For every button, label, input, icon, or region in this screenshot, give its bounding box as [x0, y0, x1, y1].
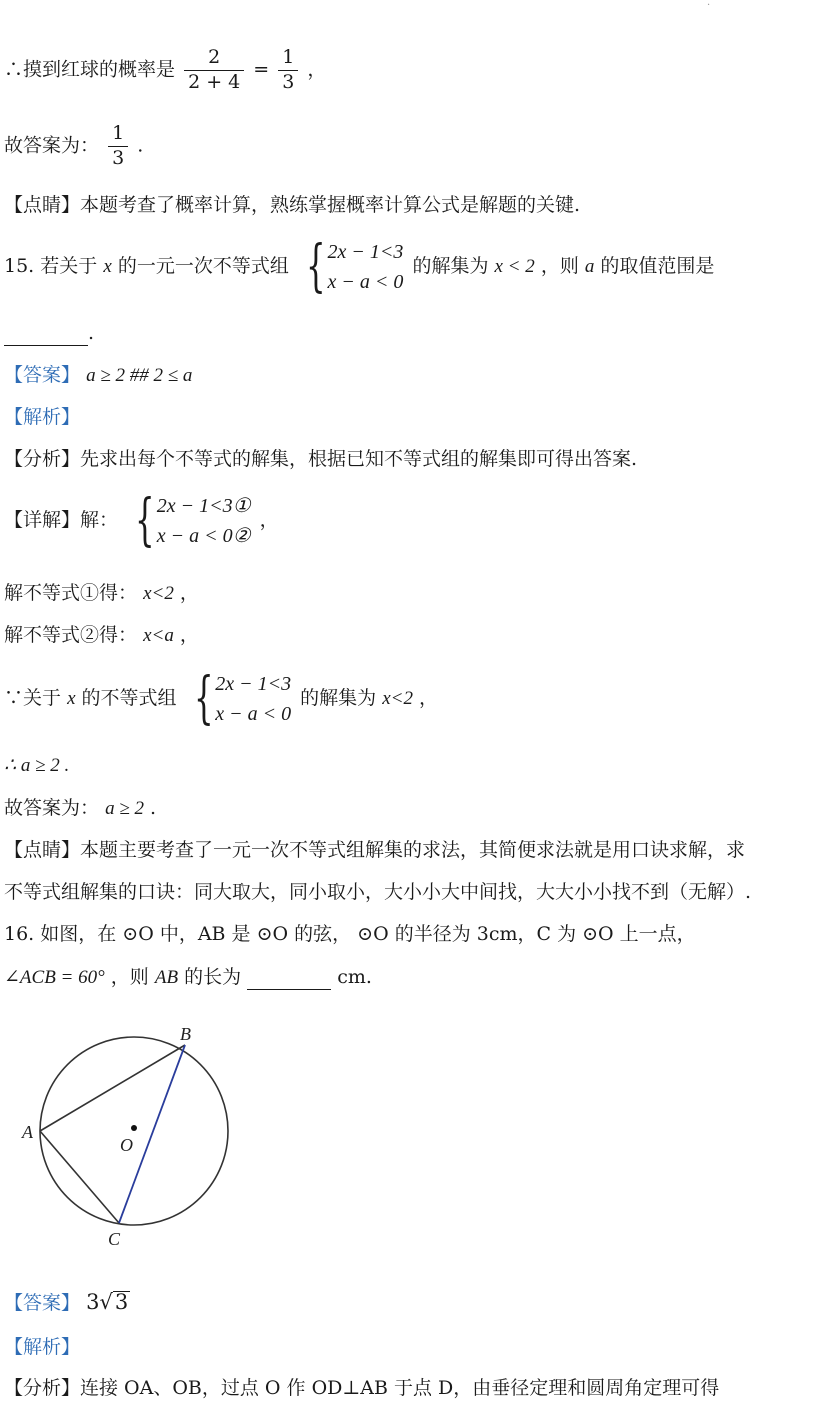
q15-xj-row2: x − a < 0②: [156, 525, 251, 547]
q14-dianjing: 【点睛】本题考查了概率计算，熟练掌握概率计算公式是解题的关键.: [4, 194, 581, 216]
q15-step1-end: ，: [179, 582, 199, 604]
q15-dianjing-1: 【点睛】本题主要考查了一元一次不等式组解集的求法，其简便求法就是用口诀求解，求: [4, 839, 746, 861]
q16-line2-b: 的长为: [184, 966, 242, 988]
q15-xiangjie-system: [127, 490, 250, 552]
q15-stem-d: ，则: [540, 255, 579, 277]
q15-stem: [4, 236, 714, 298]
q14-ans-num: 1: [108, 122, 128, 147]
q15-stem-c: 的解集为: [412, 255, 489, 277]
q15-step2: [4, 624, 199, 648]
q14-prob-prefix: ∴摸到红球的概率是: [4, 58, 176, 81]
q15-because-c: 的解集为: [300, 687, 377, 709]
q16-sqrt-sign: √: [99, 1290, 113, 1314]
q15-because: [4, 668, 438, 730]
q16-segment-bc: [119, 1045, 185, 1223]
q15-step2-prefix: 解不等式②得：: [4, 624, 138, 646]
q16-stem-line1: 16. 如图，在 ⊙O 中，AB 是 ⊙O 的弦， ⊙O 的半径为 3cm，C 为 ⊙O 上一点，: [4, 923, 696, 945]
q14-line-end: ，: [307, 58, 327, 81]
q15-xj-brace: {: [135, 488, 155, 553]
q15-answer-value: a ≥ 2 ## 2 ≤ a: [86, 365, 193, 386]
q14-probability-line: [4, 46, 326, 95]
q15-because-x: x: [67, 688, 76, 709]
q16-ab: AB: [154, 967, 179, 988]
q14-answer-fraction: [108, 122, 128, 171]
q15-xiangjie: [4, 490, 279, 552]
q14-frac2-den: 3: [282, 70, 295, 93]
q16-label-a: A: [22, 1122, 33, 1142]
q15-therefore: ∴ a ≥ 2 .: [4, 755, 70, 776]
q15-stem-e: 的取值范围是: [600, 255, 715, 277]
q15-answer-tag: 【答案】: [4, 364, 81, 386]
q15-jiexi-tag: 【解析】: [4, 406, 81, 428]
q16-fenxi: 【分析】连接 OA、OB，过点 O 作 OD⊥AB 于点 D，由垂径定理和圆周角定理可得: [4, 1377, 720, 1399]
q16-label-b: B: [180, 1024, 191, 1044]
q14-frac1-den: 2 + 4: [188, 70, 241, 93]
q15-step2-math: x<a: [143, 625, 174, 646]
q15-fenxi: 【分析】先求出每个不等式的解集，根据已知不等式组的解集即可得出答案.: [4, 448, 638, 470]
q16-circle-figure: [14, 1020, 244, 1260]
q15-sys-row2: x − a < 0: [327, 271, 404, 293]
corner-mark: ·: [707, 0, 711, 11]
q16-answer-radicand: 3: [114, 1290, 129, 1314]
q15-stem-a: 若关于: [40, 255, 98, 277]
q15-because-end: ，: [419, 687, 439, 709]
q16-stem-line2: [4, 966, 372, 990]
q15-because-a: ∵关于: [4, 687, 62, 709]
q15-final-math: a ≥ 2: [105, 798, 144, 819]
q15-cond: x < 2: [494, 256, 535, 277]
q15-final-end: .: [150, 797, 157, 819]
q15-blank-line: [4, 322, 94, 346]
q15-answer-blank: [4, 322, 88, 346]
q15-because-brace: {: [193, 666, 214, 731]
q15-var-a: a: [584, 256, 595, 277]
q15-stem-b: 的一元一次不等式组: [117, 255, 289, 277]
q16-answer-line: [4, 1290, 130, 1315]
q16-answer-blank: [247, 966, 331, 990]
q14-answer-end: .: [137, 134, 144, 157]
q15-step1-prefix: 解不等式①得：: [4, 582, 138, 604]
q15-because-math: x<2: [382, 688, 413, 709]
q16-answer-coef: 3: [86, 1290, 100, 1314]
q15-blank-end: .: [88, 322, 95, 344]
q15-brace: {: [305, 234, 326, 299]
q14-frac2-num: 1: [278, 46, 298, 71]
q15-step1-math: x<2: [143, 583, 174, 604]
q14-ans-den: 3: [112, 146, 125, 169]
q15-answer-line: [4, 364, 192, 388]
q15-step1: [4, 582, 199, 606]
q15-because-row1: 2x − 1<3: [215, 673, 292, 695]
q15-dianjing-2: 不等式组解集的口诀：同大取大，同小取小，大小小大中间找，大大小小找不到（无解）.: [4, 881, 752, 903]
q14-answer-prefix: 故答案为：: [4, 134, 100, 157]
q16-segment-ab: [40, 1045, 185, 1131]
q15-because-b: 的不等式组: [81, 687, 177, 709]
q15-final-prefix: 故答案为：: [4, 797, 100, 819]
q16-jiexi-tag: 【解析】: [4, 1336, 81, 1358]
q15-xj-row1: 2x − 1<3①: [156, 495, 251, 517]
q14-fraction-1: [184, 46, 244, 95]
q15-number: 15.: [4, 255, 35, 277]
q15-sys-row1: 2x − 1<3: [327, 241, 404, 263]
q15-final: [4, 797, 156, 821]
q15-inequality-system: [298, 236, 404, 298]
q15-because-system: [186, 668, 292, 730]
q16-answer-value: [86, 1290, 130, 1314]
q15-var-x: x: [103, 256, 112, 277]
q15-xj-end: ，: [259, 509, 279, 531]
q16-label-o: O: [120, 1135, 133, 1155]
q14-fraction-2: [278, 46, 298, 95]
q14-answer-line: [4, 122, 143, 171]
q16-answer-tag: 【答案】: [4, 1292, 81, 1314]
q15-xiangjie-prefix: 【详解】解：: [4, 509, 119, 531]
q14-frac1-num: 2: [184, 46, 244, 71]
q16-unit: cm.: [337, 966, 372, 988]
q15-step2-end: ，: [179, 624, 199, 646]
q16-label-c: C: [108, 1229, 121, 1249]
q16-angle: ∠ACB = 60°: [4, 967, 105, 988]
q14-equals: =: [253, 58, 270, 81]
q15-because-row2: x − a < 0: [215, 703, 292, 725]
q16-line2-a: ，则: [110, 966, 149, 988]
q16-center-dot: [131, 1125, 137, 1131]
